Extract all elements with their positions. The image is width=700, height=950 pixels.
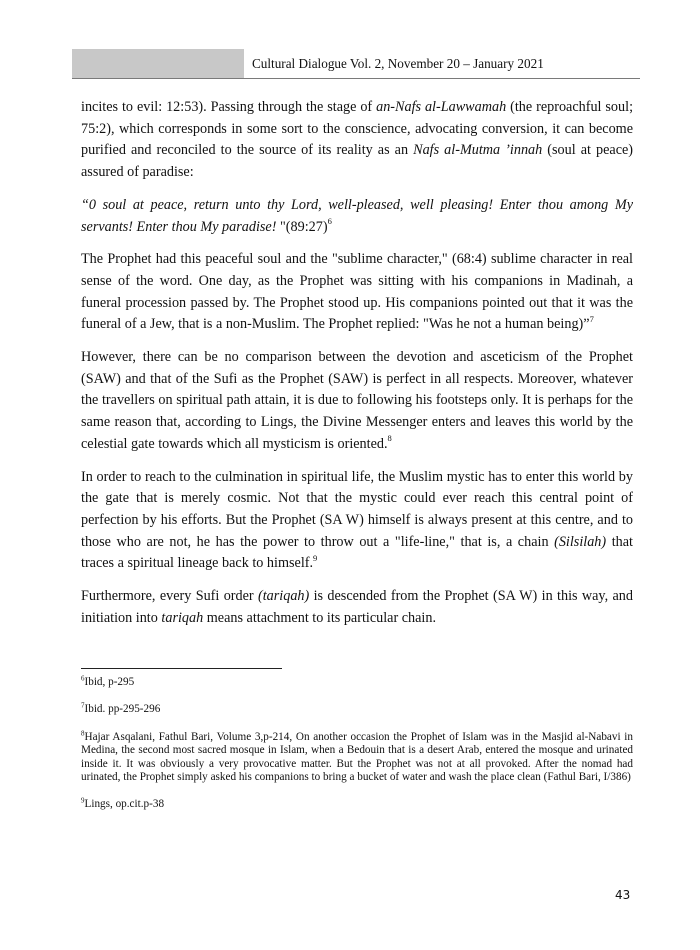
running-header-title: Cultural Dialogue Vol. 2, November 20 – January 2021 bbox=[252, 56, 544, 71]
paragraph-5: In order to reach to the culmination in spiritual life, the Muslim mystic has to enter this world by the gate that is merely cosmic. Not that the mystic could ever reach this central point of perfection by his efforts. But the Prophet (SA W) himself is always present at this centre, and to those who are not, he has the power to throw out a "life-line," that is, a chain (Silsilah) that traces a spiritual lineage back to himself.$^9$ bbox=[81, 468, 633, 572]
term-nafs-lawwamah: an-Nafs al-Lawwamah bbox=[376, 99, 507, 115]
quran-quote: “0 soul at peace, return unto thy Lord, well-pleased, well pleasing! Enter thou among My servants! Enter thou My paradise! "(89:27)$^6$ bbox=[81, 196, 633, 235]
term-silsilah: (Silsilah) bbox=[554, 533, 607, 550]
footnote-separator bbox=[81, 668, 282, 669]
footnote-8: $^8$Hajar Asqalani, Fathul Bari, Volume 3,p-214, On another occasion the Prophet of Islam was in the Masjid al-Nabavi in Medina, the second most sacred mosque in Islam, when a Bedouin that is a desert Arab, entered the mosque and urinated inside it. It was obviously a very provocative matter. But the Prophet was not at all provoked. After the nomad had urinated, the Prophet simply asked his companions to bring a bucket of water and wash the place clean (Fathul Bari, I/386) bbox=[81, 729, 633, 784]
footnote-9: $^9$Lings, op.cit.p-38 bbox=[81, 796, 165, 811]
term-tariqah: (tariqah) bbox=[258, 588, 310, 605]
footnote-ref-6: 6 bbox=[327, 215, 332, 226]
header-rule bbox=[72, 78, 640, 79]
footnote-ref-9: 9 bbox=[313, 552, 318, 563]
paragraph-6: Furthermore, every Sufi order (tariqah) is descended from the Prophet (SA W) in this way, and initiation into tariqah means attachment to its particular chain. bbox=[81, 588, 633, 626]
footnote-ref-8: 8 bbox=[387, 433, 392, 444]
body-text bbox=[81, 97, 633, 640]
footnotes bbox=[81, 676, 633, 826]
paragraph-1: incites to evil: 12:53). Passing through the stage of an-Nafs al-Lawwamah (the reproachful soul; 75:2), which corresponds in some sort to the conscience, advocating conversion, it can become purified and reconciled to the source of its reality as an Nafs al-Mutma ’innah (soul at peace) assured of paradise: bbox=[81, 99, 634, 181]
footnote-6: $^6$Ibid, p-295 bbox=[81, 674, 135, 688]
paragraph-3: The Prophet had this peaceful soul and the "sublime character," (68:4) sublime character in real sense of the word. One day, as the Prophet was sitting with his companions in Madinah, a funeral procession passed by. The Prophet stood up. His companions pointed out that it was the funeral of a Jew, that is a non-Muslim. The Prophet replied: "Was he not a human being)”$^7$ bbox=[81, 251, 633, 333]
term-nafs-mutmainnah: Nafs al-Mutma ’innah bbox=[413, 142, 543, 159]
header-gray-block bbox=[72, 49, 244, 78]
footnote-7: $^7$Ibid. pp-295-296 bbox=[81, 701, 161, 716]
paragraph-4: However, there can be no comparison between the devotion and asceticism of the Prophet (SAW) and that of the Sufi as the Prophet (SAW) is perfect in all respects. Moreover, whatever the travellers on spiritual path attain, it is due to following his footsteps only. It is perhaps for the same reason that, according to Lings, the Divine Messenger enters and leaves this world by the celestial gate towards which all mysticism is oriented.$^8$ bbox=[81, 349, 633, 452]
page-number: 43 bbox=[615, 888, 631, 902]
footnote-ref-7: 7 bbox=[589, 313, 594, 324]
term-tariqah-2: tariqah bbox=[161, 609, 204, 626]
